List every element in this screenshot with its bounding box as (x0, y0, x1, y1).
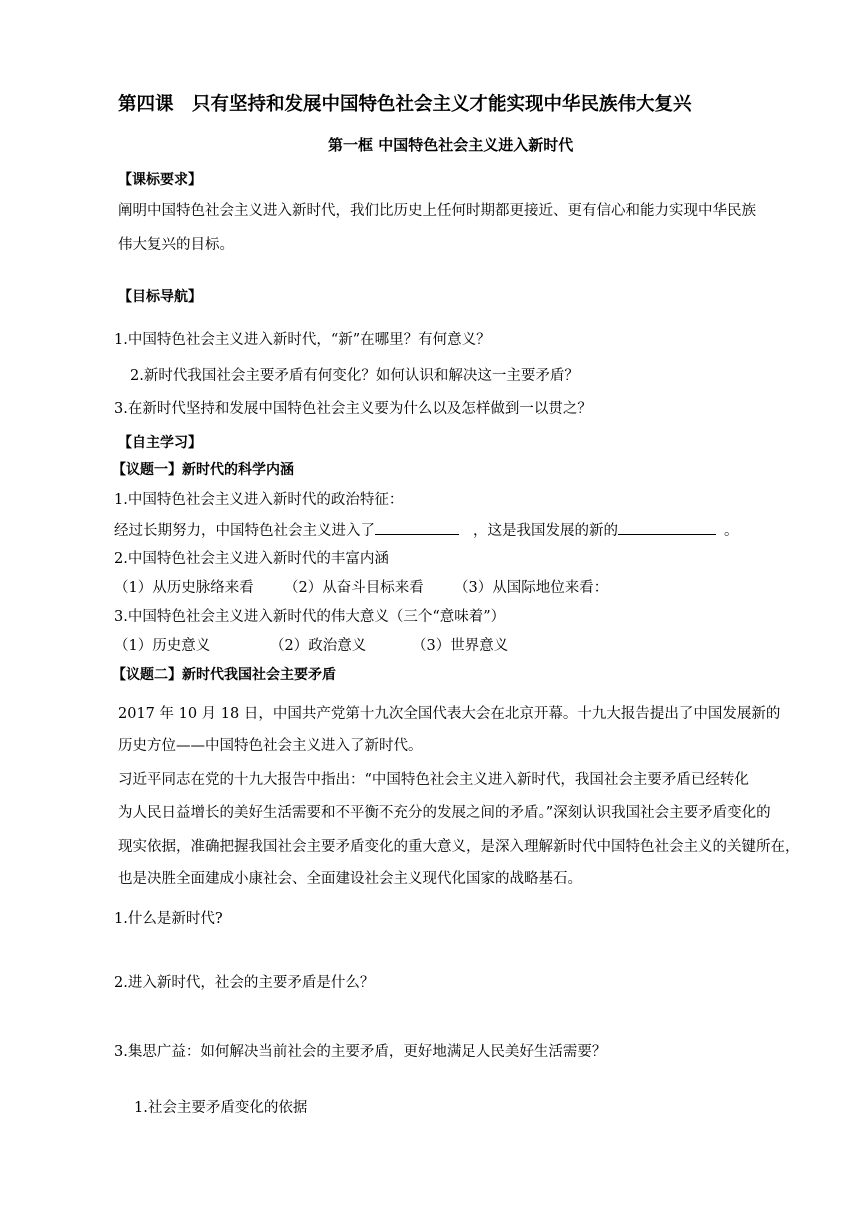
topic1-q3-option: （2）政治意义 (270, 638, 367, 654)
topic2-paragraph-2-line-3: 现实依据，准确把握我国社会主要矛盾变化的重大意义，是深入理解新时代中国特色社会主义的关键所在， (118, 839, 800, 855)
topic1-q2-option: （2）从奋斗目标来看 (284, 580, 424, 596)
fill-text-b: ，这是我国发展的新的 (473, 523, 618, 539)
fill-blank-1[interactable] (375, 520, 459, 535)
topic2-question: 1.什么是新时代? (114, 911, 223, 927)
goal-item: 2.新时代我国社会主要矛盾有何变化？如何认识和解决这一主要矛盾？ (130, 368, 579, 384)
study-heading: 【自主学习】 (118, 435, 202, 451)
goal-item: 3.在新时代坚持和发展中国特色社会主义要为什么以及怎样做到一以贯之？ (114, 401, 592, 417)
topic1-q3-option: （1）历史意义 (114, 638, 211, 654)
topic1-q3-option: （3）世界意义 (412, 638, 509, 654)
curriculum-text-line-1: 阐明中国特色社会主义进入新时代，我们比历史上任何时期都更接近、更有信心和能力实现中华民族 (118, 203, 756, 219)
topic2-sub-item: 1.社会主要矛盾变化的依据 (134, 1100, 308, 1116)
fill-blank-2[interactable] (618, 520, 716, 535)
topic1-question-3: 3.中国特色社会主义进入新时代的伟大意义（三个“意味着”） (114, 609, 506, 625)
topic1-q2-option: （3）从国际地位来看： (454, 580, 609, 596)
topic1-heading (112, 460, 294, 480)
page-subtitle: 第一框 中国特色社会主义进入新时代 (328, 136, 574, 154)
topic2-paragraph-1-line-1: 2017 年 10 月 18 日，中国共产党第十九次全国代表大会在北京开幕。十九大报告提出了中国发展新的 (118, 706, 781, 722)
topic2-paragraph-2-line-2: 为人民日益增长的美好生活需要和不平衡不充分的发展之间的矛盾。”深刻认识我国社会主要矛盾变化的 (118, 805, 771, 821)
topic2-paragraph-2-line-4: 也是决胜全面建成小康社会、全面建设社会主义现代化国家的战略基石。 (118, 871, 582, 887)
fill-text-a: 经过长期努力，中国特色社会主义进入了 (114, 523, 375, 539)
page-title: 第四课 只有坚持和发展中国特色社会主义才能实现中华民族伟大复兴 (118, 94, 692, 115)
goals-heading: 【目标导航】 (118, 289, 202, 305)
topic1-question-2: 2.中国特色社会主义进入新时代的丰富内涵 (114, 551, 389, 567)
fill-text-c: 。 (724, 523, 739, 539)
topic2-paragraph-2-line-1: 习近平同志在党的十九大报告中指出：“中国特色社会主义进入新时代，我国社会主要矛盾已经转化 (118, 772, 749, 788)
topic2-bracket: 【议题二】 (112, 667, 182, 683)
topic2-question: 3.集思广益：如何解决当前社会的主要矛盾，更好地满足人民美好生活需要？ (114, 1044, 607, 1060)
curriculum-heading: 【课标要求】 (118, 172, 202, 188)
topic1-fill-sentence (114, 520, 739, 541)
goal-item: 1.中国特色社会主义进入新时代，“新”在哪里？有何意义？ (114, 332, 491, 348)
topic2-paragraph-1-line-2: 历史方位——中国特色社会主义进入了新时代。 (118, 738, 423, 754)
topic1-question-1: 1.中国特色社会主义进入新时代的政治特征： (114, 492, 404, 508)
topic2-heading (112, 665, 336, 685)
topic1-bracket: 【议题一】 (112, 462, 182, 478)
topic2-title: 新时代我国社会主要矛盾 (182, 667, 336, 683)
topic2-question: 2.进入新时代，社会的主要矛盾是什么？ (114, 975, 375, 991)
topic1-q2-option: （1）从历史脉络来看 (114, 580, 254, 596)
curriculum-text-line-2: 伟大复兴的目标。 (118, 237, 234, 253)
topic1-title: 新时代的科学内涵 (182, 462, 294, 478)
